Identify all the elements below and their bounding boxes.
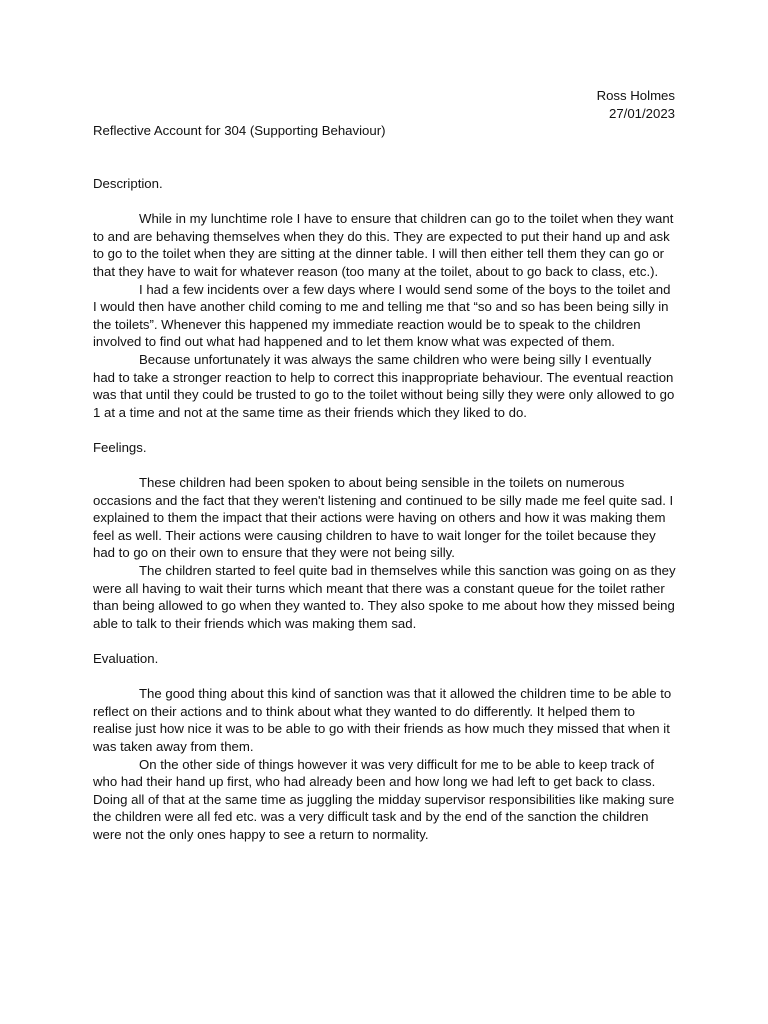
section-heading: Description.	[93, 176, 163, 191]
section-feelings	[93, 439, 676, 633]
section-spacer	[93, 632, 676, 650]
paragraph: On the other side of things however it was very difficult for me to be able to keep track of who had their hand up first, who had already been and how long we had left to get back to class. Doing all of that at the same time as juggling the midday supervisor responsibilities like making sure the children were all fed etc. was a very difficult task and by the end of the sanction the children were not the only ones happy to see a return to normality.	[93, 756, 675, 842]
section-heading: Evaluation.	[93, 651, 159, 667]
section-spacer	[93, 421, 676, 439]
paragraph: These children had been spoken to about being sensible in the toilets on numerous occasions and the fact that they weren't listening and continued to be silly made me feel quite sad. I explained to them the impact that their actions were having on others and how it was making them feel as well. Their actions were causing children to have to wait longer for the toilet because they had to go on their own to ensure that they were not being silly.	[93, 475, 674, 561]
paragraph: Because unfortunately it was always the same children who were being silly I eventually had to take a stronger reaction to help to correct this inappropriate behaviour. The eventual reaction was that until they could be trusted to go to the toilet without being silly they were only allowed to go 1 at a time and not at the same time as their friends which they liked to do.	[93, 351, 675, 420]
document-title: Reflective Account for 304 (Supporting Behaviour)	[93, 123, 386, 138]
paragraph: I had a few incidents over a few days where I would send some of the boys to the toilet and I would then have another child coming to me and telling me that “so and so has been being silly in the toilets”. Whenever this happened my immediate reaction would be to speak to the children involved to find out what had happened and to let them know what was expected of them.	[93, 281, 671, 350]
paragraph: The children started to feel quite bad in themselves while this sanction was going on as they were all having to wait their turns which meant that there was a constant queue for the toilet rather than being allowed to go when they wanted to. They also spoke to me about how they missed being able to talk to their friends which was making them sad.	[93, 563, 676, 631]
section-description	[93, 175, 676, 421]
document-body	[93, 175, 676, 844]
paragraph: While in my lunchtime role I have to ensure that children can go to the toilet when they want to and are behaving themselves when they do this. They are expected to put their hand up and ask to go to the toilet when they are sitting at the dinner table. I will then either tell them they can go or that they have to wait for whatever reason (too many at the toilet, about to go back to class, etc.).	[93, 211, 674, 279]
section-evaluation	[93, 650, 676, 844]
paragraph: The good thing about this kind of sanction was that it allowed the children time to be able to reflect on their actions and to think about what they wanted to do differently. It helped them to realise just how nice it was to be able to go with their friends as how much they missed that when it was taken away from them.	[93, 686, 672, 754]
author-name: Ross Holmes	[596, 88, 675, 103]
author-date-block	[597, 87, 675, 122]
section-heading: Feelings.	[93, 439, 147, 455]
document-date: 27/01/2023	[608, 105, 675, 121]
